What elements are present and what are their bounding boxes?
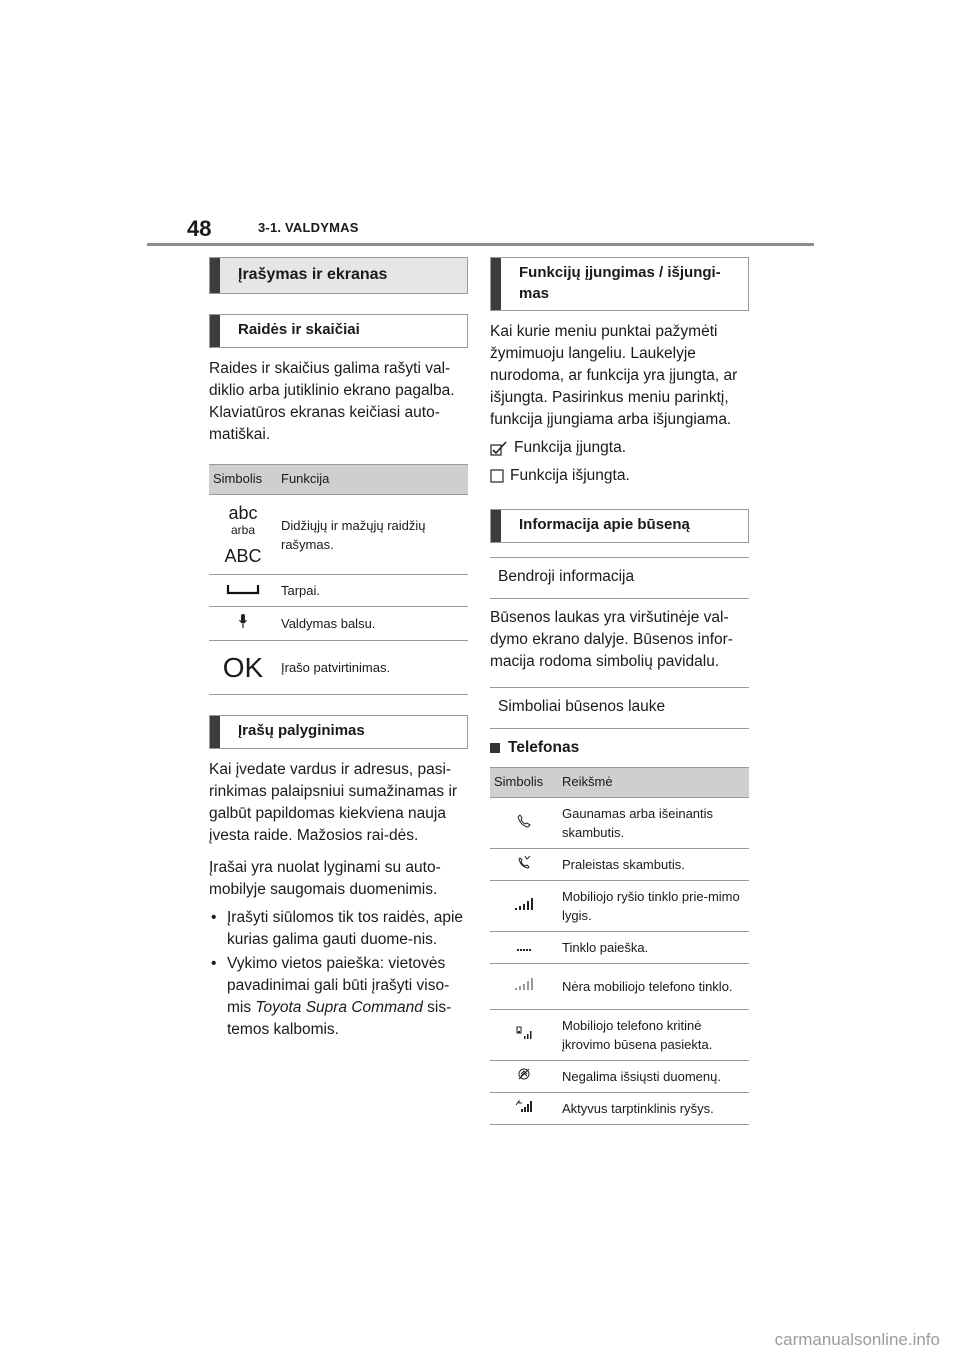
table-cell: Tinklo paieška. xyxy=(558,932,749,964)
status-symbols-box: Simboliai būsenos lauke xyxy=(490,687,749,729)
table-header-symbol: Simbolis xyxy=(490,768,558,798)
table-cell: Didžiųjų ir mažųjų raidžių rašymas. xyxy=(277,495,468,575)
table-row xyxy=(490,964,749,1010)
section-heading-input: Įrašymas ir ekranas xyxy=(209,257,468,294)
comparison-paragraph-1: Kai įvedate vardus ir adresus, pasi-rinkimas palaipsniui sumažinamas ir galbūt papildomas kiekviena nauja įvesta raide. Mažosios rai-dės. xyxy=(209,761,458,844)
general-info-box: Bendroji informacija xyxy=(490,557,749,599)
table-cell: Valdymas balsu. xyxy=(277,607,468,641)
table-row xyxy=(209,641,468,695)
table-header-function: Funkcija xyxy=(277,465,468,495)
subheading-letters-numbers: Raidės ir skaičiai xyxy=(209,314,468,348)
no-data-icon xyxy=(517,1067,531,1081)
table-cell: Mobiliojo ryšio tinklo prie-mimo lygis. xyxy=(558,881,749,932)
battery-critical-icon xyxy=(516,1026,532,1040)
status-paragraph: Būsenos laukas yra viršutinėje val-dymo ekrano dalyje. Būsenos infor-macija rodoma simbolių pavidalu. xyxy=(490,609,733,670)
table-cell: Įrašo patvirtinimas. xyxy=(277,641,468,695)
signal-strength-icon xyxy=(514,897,534,911)
header-divider xyxy=(147,243,814,246)
table-cell: Mobiliojo telefono kritinė įkrovimo būsena pasiekta. xyxy=(558,1010,749,1061)
function-on-row: Funkcija įjungta. xyxy=(490,437,749,459)
no-network-icon xyxy=(514,977,534,991)
network-search-icon xyxy=(516,946,532,952)
table-row xyxy=(490,932,749,964)
table-row xyxy=(209,575,468,607)
letters-paragraph: Raides ir skaičius galima rašyti val-diklio arba jutiklinio ekrano pagalba. Klaviatūros ekranas keičiasi auto-matiškai. xyxy=(209,360,455,443)
toggle-paragraph: Kai kurie meniu punktai pažymėti žymimuoju langeliu. Laukelyje nurodoma, ar funkcija yra įjungta, ar išjungta. Pasirinkus meniu parinktį, funkcija įjungiama arba išjungiama. xyxy=(490,323,738,428)
watermark-text: carmanualsonline.info xyxy=(774,1330,940,1349)
uppercase-symbol: ABC xyxy=(224,545,262,566)
table-row xyxy=(490,849,749,881)
table-header-symbol: Simbolis xyxy=(209,465,277,495)
list-item: • Įrašyti siūlomos tik tos raidės, apie kurias galima gauti duome-nis. xyxy=(209,907,468,951)
table-cell: Praleistas skambutis. xyxy=(558,849,749,881)
page-number: 48 xyxy=(187,216,212,241)
table-cell: Aktyvus tarptinklinis ryšys. xyxy=(558,1093,749,1125)
chapter-title: 3-1. VALDYMAS xyxy=(258,220,359,235)
table-row xyxy=(490,1061,749,1093)
space-icon xyxy=(226,583,260,595)
phone-heading: Telefonas xyxy=(490,739,749,757)
table-cell: Nėra mobiliojo telefono tinklo. xyxy=(558,964,749,1010)
table-row xyxy=(209,495,468,575)
right-column xyxy=(490,257,749,1125)
roaming-icon xyxy=(515,1099,533,1113)
symbols-table xyxy=(209,464,468,695)
table-row xyxy=(490,1010,749,1061)
left-column xyxy=(209,257,468,1043)
subheading-status-info: Informacija apie būseną xyxy=(490,509,749,543)
section-heading-toggle: Funkcijų įjungimas / išjungi-mas xyxy=(490,257,749,311)
phone-call-icon xyxy=(517,814,531,828)
comparison-bullets xyxy=(209,907,468,1041)
or-label: arba xyxy=(230,522,256,537)
table-row xyxy=(209,607,468,641)
list-item: • Vykimo vietos paieška: vietovės pavadinimai gali būti įrašyti viso-mis Toyota Supra Command sis-temos kalbomis. xyxy=(209,953,468,1041)
missed-call-icon xyxy=(517,855,531,869)
ok-symbol: OK xyxy=(222,651,264,683)
table-row xyxy=(490,798,749,849)
function-off-row: Funkcija išjungta. xyxy=(490,465,749,487)
empty-checkbox-icon xyxy=(490,469,504,483)
table-row xyxy=(490,881,749,932)
table-cell: Negalima išsiųsti duomenų. xyxy=(558,1061,749,1093)
table-cell: Gaunamas arba išeinantis skambutis. xyxy=(558,798,749,849)
comparison-paragraph-2: Įrašai yra nuolat lyginami su auto-mobilyje saugomais duomenimis. xyxy=(209,859,441,898)
lowercase-symbol: abc xyxy=(228,502,258,523)
table-cell: Tarpai. xyxy=(277,575,468,607)
table-row xyxy=(490,1093,749,1125)
microphone-icon xyxy=(238,613,248,629)
status-symbols-table xyxy=(490,767,749,1125)
subheading-entry-comparison: Įrašų palyginimas xyxy=(209,715,468,749)
checked-checkbox-icon xyxy=(490,440,508,456)
table-header-meaning: Reikšmė xyxy=(558,768,749,798)
